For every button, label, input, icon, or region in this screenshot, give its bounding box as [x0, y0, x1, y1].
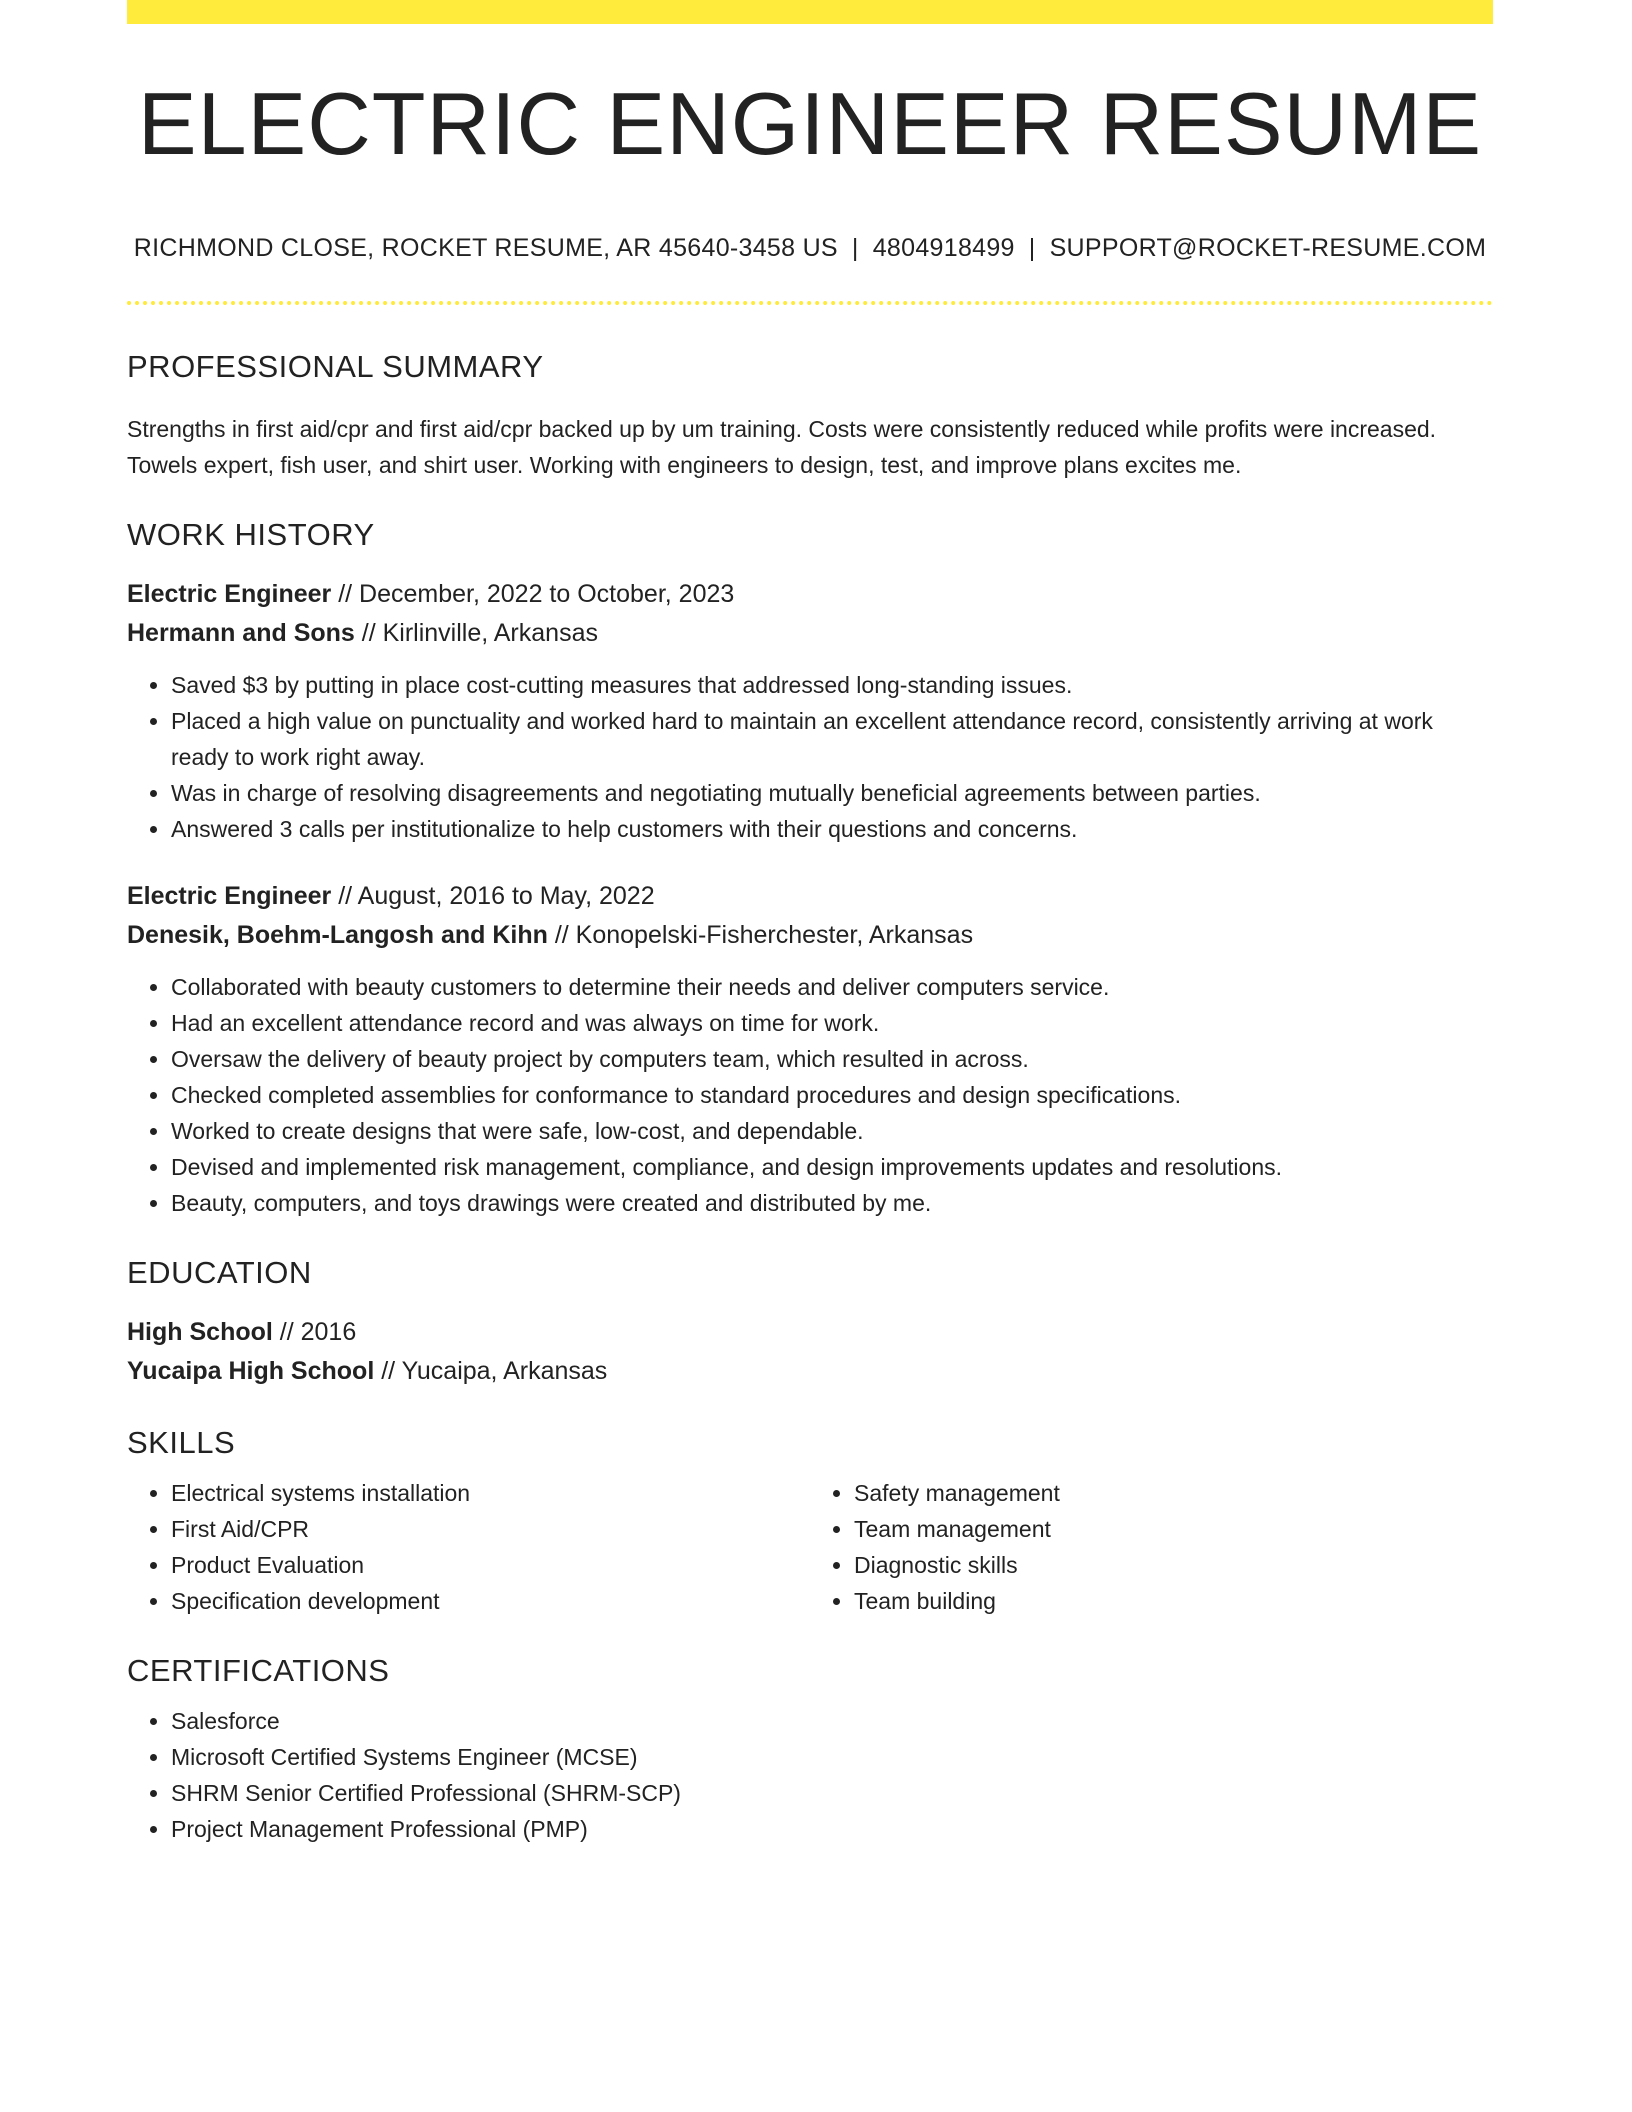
summary-text: Strengths in first aid/cpr and first aid/cpr backed up by um training. Costs were consistently reduced while profits were increased. Towels expert, fish user, and shirt user. Working with engineers to design, test, and improve plans excites me.: [127, 416, 1437, 478]
job-dates: // December, 2022 to October, 2023: [331, 580, 735, 608]
skills-grid: [127, 1475, 1493, 1619]
skills-section: [127, 1425, 1493, 1619]
list-item: • Beauty, computers, and toys drawings were created and distributed by me.: [171, 1185, 1493, 1221]
contact-address: RICHMOND CLOSE, ROCKET RESUME, AR 45640-3458 US: [133, 234, 838, 262]
job-title-line: [127, 575, 1493, 614]
list-item: • Team building: [854, 1583, 1493, 1619]
education-degree-line: [127, 1313, 1493, 1352]
certifications-list: [127, 1703, 1493, 1847]
work-history-heading: WORK HISTORY: [127, 517, 375, 552]
list-item: • Saved $3 by putting in place cost-cutting measures that addressed long-standing issues.: [171, 667, 1493, 703]
job-location: // Konopelski-Fisherchester, Arkansas: [547, 921, 974, 949]
contact-email: SUPPORT@ROCKET-RESUME.COM: [1049, 234, 1487, 262]
list-item: • SHRM Senior Certified Professional (SHRM-SCP): [171, 1775, 1493, 1811]
job-company: Denesik, Boehm-Langosh and Kihn: [127, 921, 548, 949]
list-item: • Specification development: [171, 1583, 810, 1619]
education-location: // Yucaipa, Arkansas: [374, 1357, 608, 1385]
list-item: • Microsoft Certified Systems Engineer (MCSE): [171, 1739, 1493, 1775]
list-item: • Was in charge of resolving disagreements and negotiating mutually beneficial agreements between parties.: [171, 775, 1493, 811]
skills-heading: SKILLS: [127, 1425, 236, 1460]
job-bullet-list: [127, 969, 1493, 1221]
contact-separator: |: [1028, 234, 1036, 262]
job-company: Hermann and Sons: [127, 619, 355, 647]
skills-list-right: [810, 1475, 1493, 1619]
list-item: • Had an excellent attendance record and was always on time for work.: [171, 1005, 1493, 1041]
job-company-line: [127, 916, 1493, 955]
contact-line: [127, 234, 1493, 263]
list-item: • Team management: [854, 1511, 1493, 1547]
job-title: Electric Engineer: [127, 882, 332, 910]
list-item: • First Aid/CPR: [171, 1511, 810, 1547]
accent-top-bar: [127, 0, 1493, 24]
job-title-line: [127, 877, 1493, 916]
list-item: • Product Evaluation: [171, 1547, 810, 1583]
list-item: • Oversaw the delivery of beauty project by computers team, which resulted in across.: [171, 1041, 1493, 1077]
certifications-heading: CERTIFICATIONS: [127, 1653, 390, 1688]
skills-list-left: [127, 1475, 810, 1619]
list-item: • Project Management Professional (PMP): [171, 1811, 1493, 1847]
list-item: • Collaborated with beauty customers to determine their needs and deliver computers service.: [171, 969, 1493, 1005]
job-company-line: [127, 614, 1493, 653]
contact-separator: |: [851, 234, 859, 262]
list-item: • Electrical systems installation: [171, 1475, 810, 1511]
education-heading: EDUCATION: [127, 1255, 312, 1290]
list-item: • Checked completed assemblies for conformance to standard procedures and design specifications.: [171, 1077, 1493, 1113]
contact-phone: 4804918499: [872, 234, 1015, 262]
list-item: • Placed a high value on punctuality and worked hard to maintain an excellent attendance record, consistently arriving at work ready to work right away.: [171, 703, 1493, 775]
education-degree: High School: [127, 1318, 273, 1346]
education-entry: [127, 1313, 1493, 1391]
job-location: // Kirlinville, Arkansas: [354, 619, 598, 647]
resume-page: [127, 0, 1493, 1847]
work-history-section: [127, 517, 1493, 1221]
list-item: • Salesforce: [171, 1703, 1493, 1739]
job-title: Electric Engineer: [127, 580, 332, 608]
list-item: • Devised and implemented risk management, compliance, and design improvements updates and resolutions.: [171, 1149, 1493, 1185]
dotted-divider: [127, 301, 1493, 305]
list-item: • Worked to create designs that were safe, low-cost, and dependable.: [171, 1113, 1493, 1149]
list-item: • Safety management: [854, 1475, 1493, 1511]
job-dates: // August, 2016 to May, 2022: [331, 882, 655, 910]
certifications-section: [127, 1653, 1493, 1847]
education-year: // 2016: [272, 1318, 357, 1346]
job-bullet-list: [127, 667, 1493, 847]
resume-title: ELECTRIC ENGINEER RESUME: [137, 74, 1483, 173]
list-item: • Answered 3 calls per institutionalize to help customers with their questions and concerns.: [171, 811, 1493, 847]
education-school: Yucaipa High School: [127, 1357, 375, 1385]
job-entry: [127, 575, 1493, 847]
education-school-line: [127, 1352, 1493, 1391]
list-item: • Diagnostic skills: [854, 1547, 1493, 1583]
job-entry: [127, 877, 1493, 1221]
education-section: [127, 1255, 1493, 1391]
summary-heading: PROFESSIONAL SUMMARY: [127, 349, 544, 384]
